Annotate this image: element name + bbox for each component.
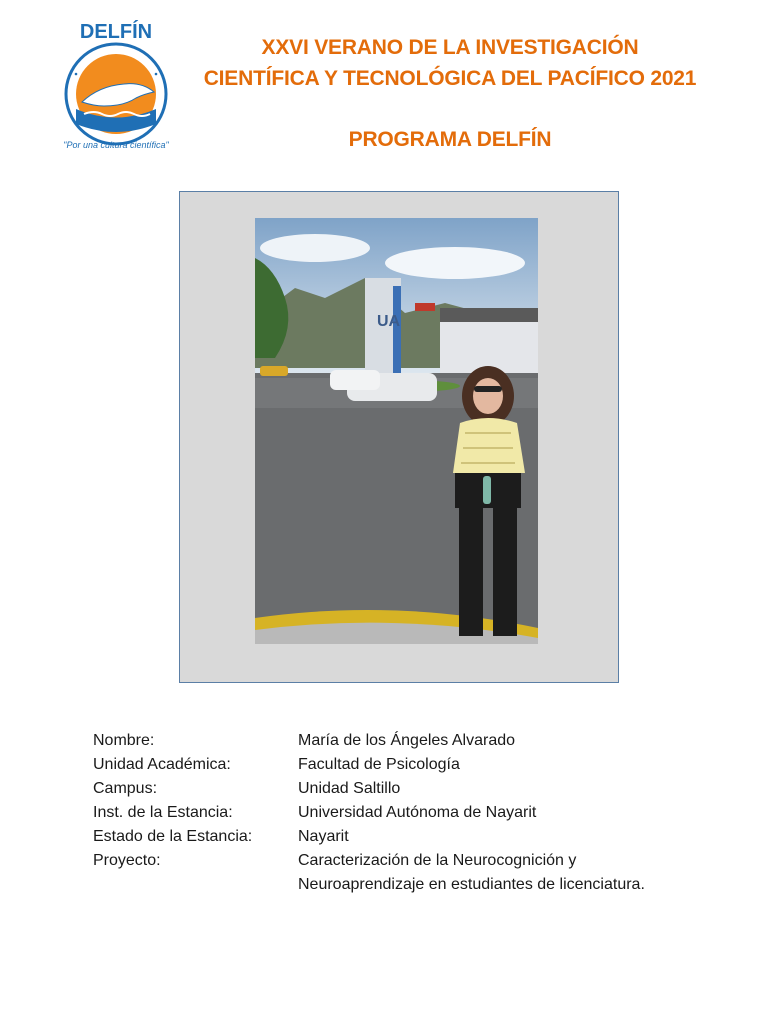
info-value: María de los Ángeles Alvarado — [298, 732, 516, 749]
info-label: Unidad Académica: — [93, 756, 231, 773]
monument-letters: UA — [377, 313, 401, 330]
info-label: Nombre: — [93, 732, 155, 749]
info-label: Inst. de la Estancia: — [93, 804, 233, 821]
logo-name: DELFÍN — [79, 21, 153, 43]
info-value: Universidad Autónoma de Nayarit — [298, 804, 537, 821]
delfin-logo — [54, 14, 178, 154]
info-label: Campus: — [93, 780, 158, 797]
info-label: Proyecto: — [93, 852, 161, 869]
info-value: Caracterización de la Neurocognición y — [298, 852, 577, 869]
info-value: Nayarit — [298, 828, 349, 845]
info-value: Neuroaprendizaje en estudiantes de licenciatura. — [298, 876, 645, 893]
info-value: Facultad de Psicología — [298, 756, 460, 773]
title-line-2: CIENTÍFICA Y TECNOLÓGICA DEL PACÍFICO 2021 — [203, 67, 697, 90]
program-title: PROGRAMA DELFÍN — [348, 128, 552, 151]
title-line-1: XXVI VERANO DE LA INVESTIGACIÓN — [261, 36, 639, 59]
logo-slogan: "Por una cultura científica" — [63, 140, 169, 150]
student-photo — [255, 218, 538, 644]
info-value: Unidad Saltillo — [298, 780, 401, 797]
info-label: Estado de la Estancia: — [93, 828, 253, 845]
